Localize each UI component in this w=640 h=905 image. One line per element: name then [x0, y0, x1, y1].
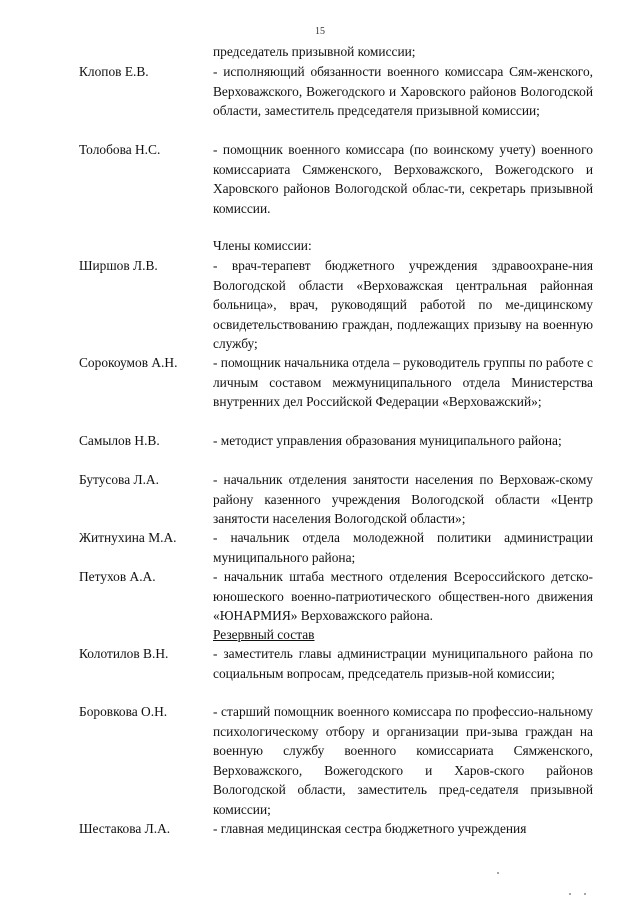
- members-heading: Члены комиссии:: [213, 238, 312, 253]
- person-name: Колотилов В.Н.: [79, 646, 169, 661]
- person-role: - начальник отдела молодежной политики администрации муниципального района;: [213, 530, 593, 565]
- person-role: - исполняющий обязанности военного комиссара Сям-женского, Верховажского, Вожегодского и Харовского районов Вологодской области, заместитель председателя призывной комиссии;: [213, 64, 593, 119]
- person-name: Сорокоумов А.Н.: [79, 355, 178, 370]
- person-name: Клопов Е.В.: [79, 64, 149, 79]
- person-role: - помощник начальника отдела – руководитель группы по работе с личным составом межмуниципального отдела Министерства внутренних дел Российской Федерации «Верховажский»;: [213, 355, 593, 410]
- person-name: Самылов Н.В.: [79, 433, 160, 448]
- person-role: - помощник военного комиссара (по воинскому учету) военного комиссариата Сямженского, Верховажского, Вожегодского и Харовского районов Вологодской облас-ти, секретарь призывной комиссии.: [213, 142, 593, 216]
- person-role: - заместитель главы администрации муниципального района по социальным вопросам, председатель призыв-ной комиссии;: [213, 646, 593, 681]
- person-name: Толобова Н.С.: [79, 142, 161, 157]
- scan-artifact: [584, 893, 586, 895]
- person-name: Ширшов Л.В.: [79, 258, 158, 273]
- person-name: Шестакова Л.А.: [79, 821, 171, 836]
- scan-artifact: [569, 893, 571, 895]
- person-role: - главная медицинская сестра бюджетного учреждения: [213, 821, 527, 836]
- person-role: - начальник отделения занятости населения по Верховаж-скому району казенного учреждения Вологодской области «Центр занятости населения Вологодской области»;: [213, 472, 593, 527]
- person-role: - старший помощник военного комиссара по профессио-нальному психологическому отбору и организации при-зыва граждан на военную службу военного комиссариата Сямженского, Верховажского, Вожегодского и Харов-ского районов Вологодской области, заместитель пред-седателя призывной комиссии;: [213, 704, 593, 817]
- person-role: - врач-терапевт бюджетного учреждения здравоохране-ния Вологодской области «Верховажская центральная районная больница», врач, руководящий работой по ме-дицинскому освидетельствованию граждан, подлежащих призыву на военную службу;: [213, 258, 593, 352]
- person-role: - методист управления образования муниципального района;: [213, 433, 562, 448]
- continuation-text: председатель призывной комиссии;: [213, 44, 416, 59]
- person-name: Боровкова О.Н.: [79, 704, 168, 719]
- person-name: Житнухина М.А.: [79, 530, 177, 545]
- person-role: - начальник штаба местного отделения Всероссийского детско-юношеского военно-патриотического обществен-ного движения «ЮНАРМИЯ» Верховажского района.: [213, 569, 593, 624]
- person-name: Петухов А.А.: [79, 569, 156, 584]
- page-number: 15: [315, 26, 325, 37]
- scan-artifact: [497, 872, 499, 874]
- person-name: Бутусова Л.А.: [79, 472, 159, 487]
- reserve-heading: Резервный состав: [213, 627, 315, 642]
